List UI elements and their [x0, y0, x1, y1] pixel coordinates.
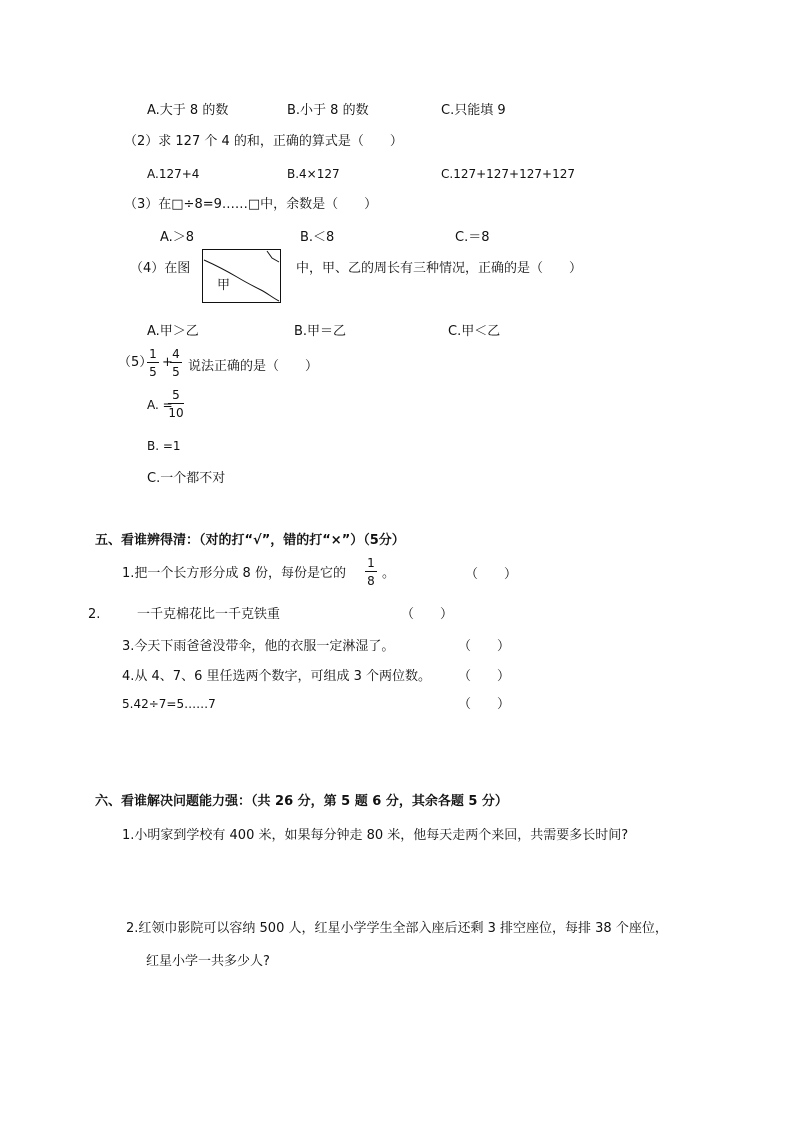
section5-title: 五、看谁辨得清：（对的打“√”，错的打“×”）（5分） [95, 533, 405, 548]
q5-frac1-den: 5 [149, 365, 157, 379]
s5-q2-text: 一千克棉花比一千克铁重 [137, 607, 281, 622]
q2-stem: （2）求 127 个 4 的和，正确的算式是（ ） [124, 134, 403, 149]
s5-q2-number: 2. [88, 607, 101, 622]
q5-option-a-fraction [168, 389, 184, 419]
q4-option-c: C.甲＜乙 [448, 324, 501, 339]
q3-option-a: A.＞8 [160, 230, 195, 245]
q5-label: （5） [118, 355, 153, 370]
s5-q3-text: 3.今天下雨爸爸没带伞，他的衣服一定淋湿了。 [122, 639, 395, 654]
q2-option-b: B.4×127 [287, 167, 340, 181]
figure-label-jia: 甲 [217, 278, 231, 293]
section6-title: 六、看谁解决问题能力强：（共 26 分，第 5 题 6 分，其余各题 5 分） [95, 794, 508, 809]
q5-frac2-num: 4 [172, 347, 180, 361]
q4-option-b: B.甲＝乙 [294, 324, 347, 339]
s5-q4-text: 4.从 4、7、6 里任选两个数字，可组成 3 个两位数。 [122, 669, 432, 684]
s5-q4-paren: （ ） [458, 669, 511, 684]
q5-plus: + [162, 355, 173, 370]
s5-q1-den: 8 [367, 574, 375, 588]
q5-fraction-1 [147, 348, 159, 378]
q1-option-c: C.只能填 9 [441, 103, 506, 118]
q2-option-a: A.127+4 [147, 167, 200, 181]
divided-rectangle-diagram [203, 250, 280, 302]
q4-prefix: （4）在图 [130, 261, 191, 276]
s6-q2-line1: 2.红领巾影院可以容纳 500 人，红星小学学生全部入座后还剩 3 排空座位，每排 38 个座位， [126, 921, 668, 936]
s5-q1-paren: （ ） [465, 567, 518, 582]
s5-q5-paren: （ ） [458, 697, 511, 712]
q5-suffix: 说法正确的是（ ） [188, 359, 319, 374]
s5-q5-text: 5.42÷7=5……7 [122, 697, 216, 711]
s5-q3-paren: （ ） [458, 639, 511, 654]
s6-q2-line2: 红星小学一共多少人? [146, 954, 270, 969]
q3-stem: （3）在□÷8=9……□中，余数是（ ） [124, 197, 378, 212]
q5-frac2-den: 5 [172, 365, 180, 379]
s5-q1-fraction [365, 557, 377, 587]
rectangle-figure [202, 249, 281, 303]
q2-option-c: C.127+127+127+127 [441, 167, 575, 181]
s5-q1-num: 1 [367, 556, 375, 570]
q1-option-a: A.大于 8 的数 [147, 103, 229, 118]
q3-option-c: C.＝8 [455, 230, 490, 245]
q5-option-c: C.一个都不对 [147, 471, 226, 486]
q4-suffix: 中，甲、乙的周长有三种情况，正确的是（ ） [296, 261, 583, 276]
s5-q1-end: 。 [382, 566, 396, 581]
q4-option-a: A.甲＞乙 [147, 324, 199, 339]
s5-q1-text: 1.把一个长方形分成 8 份，每份是它的 [122, 566, 346, 581]
q5-optA-num: 5 [172, 388, 180, 402]
q5-option-a: A. = [147, 398, 173, 412]
q1-option-b: B.小于 8 的数 [287, 103, 369, 118]
s5-q2-paren: （ ） [401, 607, 454, 622]
s6-q1-text: 1.小明家到学校有 400 米，如果每分钟走 80 米，他每天走两个来回，共需要多长时间? [122, 828, 629, 843]
q5-frac1-num: 1 [149, 347, 157, 361]
q3-option-b: B.＜8 [300, 230, 335, 245]
q5-option-b: B. =1 [147, 439, 181, 453]
q5-optA-den: 10 [168, 406, 184, 420]
q5-fraction-2 [170, 348, 182, 378]
